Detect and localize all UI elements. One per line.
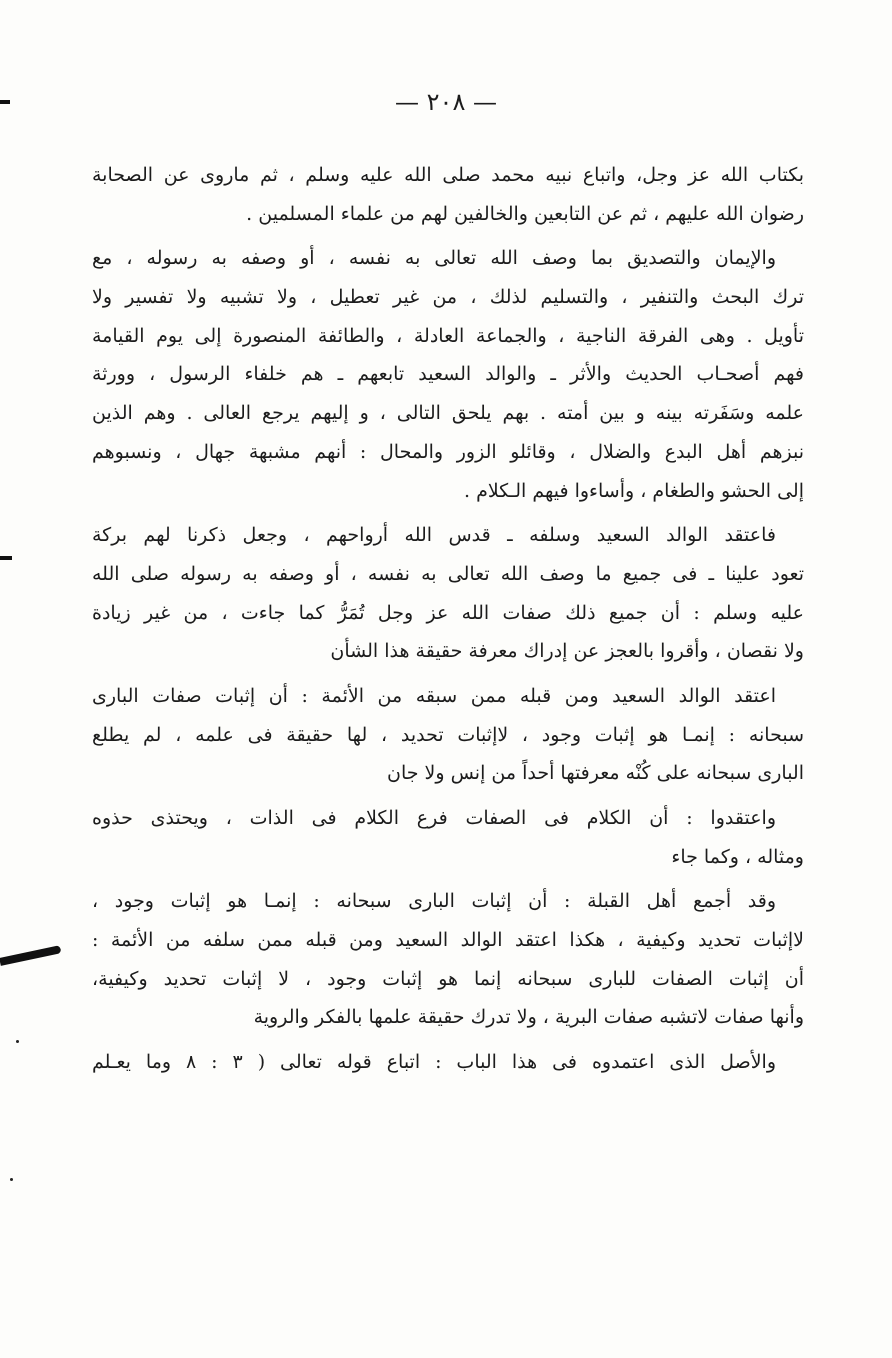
text-line: لاإثبات تحديد وكيفية ، هكذا اعتقد الوالد السعيد ومن قبله ممن سلفه من الأئمة : (92, 929, 804, 952)
text-line: نبزهم أهل البدع والضلال ، وقائلو الزور والمحال : أنهم مشبهة جهال ، ونسبوهم (92, 440, 804, 463)
scan-dust-dot (16, 1040, 19, 1043)
text-line: سبحانه : إنمـا هو إثبات وجود ، لاإثبات تحديد ، لها حقيقة فى علمه ، لم يطلع (92, 723, 804, 746)
text-line: عليه وسلم : أن جميع ذلك صفات الله عز وجل تُمَرُّ كما جاءت ، من غير زيادة (92, 601, 804, 624)
text-line: تأويل . وهى الفرقة الناجية ، والجماعة العادلة ، والطائفة المنصورة إلى يوم القيامة (92, 324, 804, 347)
text-line: رضوان الله عليهم ، ثم عن التابعين والخالفين لهم من علماء المسلمين . (246, 202, 804, 225)
text-line: وقد أجمع أهل القبلة : أن إثبات البارى سبحانه : إنمـا هو إثبات وجود ، (92, 890, 776, 913)
text-line: اعتقد الوالد السعيد ومن قبله ممن سبقه من الأئمة : أن إثبات صفات البارى (92, 684, 776, 707)
text-line: البارى سبحانه على كُنْه معرفتها أحداً من إنس ولا جان (387, 762, 804, 785)
text-line: ومثاله ، وكما جاء (671, 845, 804, 868)
text-line: وأنها صفات لاتشبه صفات البرية ، ولا تدرك حقيقة علمها بالفكر والروية (253, 1006, 804, 1029)
body-text (92, 156, 804, 1082)
text-line: ولا نقصان ، وأقروا بالعجز عن إدراك معرفة حقيقة هذا الشأن (330, 640, 804, 663)
text-line: تعود علينا ـ فى جميع ما وصف الله تعالى به نفسه ، أو وصفه به رسوله صلى الله (92, 562, 804, 585)
text-line: والأصل الذى اعتمدوه فى هذا الباب : اتباع قوله تعالى ( ٣ : ٨ وما يعـلم (92, 1051, 776, 1074)
scan-edge-mark (0, 556, 12, 560)
text-line: واعتقدوا : أن الكلام فى الصفات فرع الكلام فى الذات ، ويحتذى حذوه (92, 807, 776, 829)
text-line: أن إثبات الصفات للبارى سبحانه إنما هو إثبات وجود ، لا إثبات تحديد وكيفية، (92, 967, 804, 990)
text-line: إلى الحشو والطغام ، وأساءوا فيهم الـكلام . (464, 479, 804, 502)
scan-edge-mark (0, 100, 10, 104)
page-number: — ٢٠٨ — (395, 88, 497, 116)
text-line: ترك البحث والتنفير ، والتسليم لذلك ، من غير تعطيل ، ولا تشبيه ولا تفسير ولا (92, 286, 804, 309)
text-line: علمه وسَفَرته بينه و بين أمته . بهم يلحق التالى ، و إليهم يرجع العالى . وهم الذين (92, 402, 804, 425)
text-line: بكتاب الله عز وجل، واتباع نبيه محمد صلى الله عليه وسلم ، ثم ماروى عن الصحابة (92, 164, 804, 186)
scan-dust-dot (10, 1178, 13, 1181)
scan-edge-mark (0, 945, 61, 966)
text-line: فاعتقد الوالد السعيد وسلفه ـ قدس الله أرواحهم ، وجعل ذكرنا لهم بركة (92, 524, 776, 547)
text-line: فهم أصحـاب الحديث والأثر ـ والوالد السعيد تابعهم ـ هم خلفاء الرسول ، وورثة (92, 363, 804, 386)
text-line: والإيمان والتصديق بما وصف الله تعالى به نفسه ، أو وصفه به رسوله ، مع (92, 247, 776, 270)
